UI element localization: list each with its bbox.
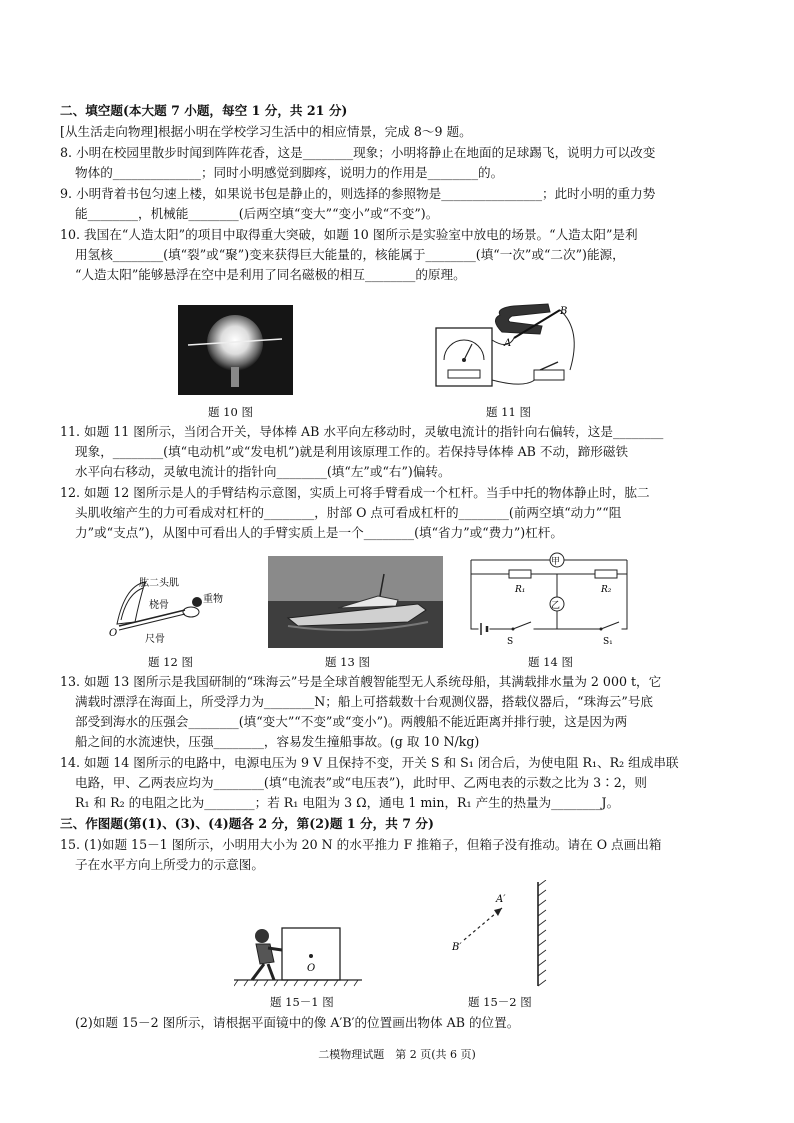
figure-11-label-a: A [504, 338, 512, 349]
q11-line2: 现象，________(填“电动机”或“发电机”)就是利用该原理工作的。若保持导体棒 AB 不动，蹄形磁铁 [75, 444, 629, 459]
figure-12-label-muscle: 肱二头肌 [139, 578, 179, 589]
figure-12-label-ulna: 尺骨 [145, 634, 165, 645]
q12-line3: 力”或“支点”)，从图中可看出人的手臂实质上是一个________(填“省力”或“费力”)杠杆。 [75, 525, 563, 540]
figure-14-meter-yi: 乙 [551, 601, 561, 611]
q13-line3: 部受到海水的压强会________(填“变大”“不变”或“变小”)。两艘船不能近距离并排行驶，这是因为两 [75, 714, 628, 729]
q10-line1: 10. 我国在“人造太阳”的项目中取得重大突破，如题 10 图所示是实验室中放电的场景。“人造太阳”是利 [60, 227, 638, 242]
q13-line4: 船之间的水流速快，压强________，容易发生撞船事故。(g 取 10 N/kg) [75, 734, 480, 749]
section2-intro: [从生活走向物理]根据小明在学校学习生活中的相应情景，完成 8～9 题。 [60, 124, 472, 139]
figure-15-2-caption: 题 15－2 图 [468, 995, 532, 1009]
figure-14-meter-jia: 甲 [551, 557, 561, 567]
q10-line3: “人造太阳”能够悬浮在空中是利用了同名磁极的相互________的原理。 [75, 267, 466, 282]
figure-15-1-diagram [234, 922, 364, 990]
figure-15-2-diagram [450, 880, 555, 990]
q9-line2: 能________，机械能________(后两空填“变大”“变小”或“不变”)。 [75, 206, 439, 221]
q14-line1: 14. 如题 14 图所示的电路中，电源电压为 9 V 且保持不变，开关 S 和 S₁ 闭合后，为使电阻 R₁、R₂ 组成串联 [60, 755, 679, 770]
q14-line3: R₁ 和 R₂ 的电阻之比为________；若 R₁ 电阻为 3 Ω，通电 1 min，R₁ 产生的热量为________J。 [75, 795, 620, 810]
figure-15-1-label-o: O [307, 963, 316, 974]
q13-line2: 满载时漂浮在海面上，所受浮力为________N；船上可搭载数十台观测仪器，搭载仪器后，“珠海云”号底 [75, 694, 654, 709]
figure-11-caption: 题 11 图 [486, 405, 531, 419]
figure-15-2-label-b: B′ [452, 942, 462, 953]
figure-14-r2: R₂ [601, 585, 612, 595]
q14-line2: 电路，甲、乙两表应均为________(填“电流表”或“电压表”)，此时甲、乙两电表的示数之比为 3∶2，则 [75, 775, 647, 790]
figure-14-switch-s: S [507, 637, 514, 647]
q8-line1: 8. 小明在校园里散步时闻到阵阵花香，这是________现象；小明将静止在地面的足球踢飞，说明力可以改变 [60, 145, 656, 160]
q12-line1: 12. 如题 12 图所示是人的手臂结构示意图，实质上可将手臂看成一个杠杆。当手中托的物体静止时，肱二 [60, 485, 650, 500]
figure-14-circuit [465, 552, 635, 647]
figure-10-caption: 题 10 图 [208, 405, 253, 419]
figure-12-diagram [105, 572, 245, 647]
figure-12-label-o: O [109, 628, 118, 639]
q12-line2: 头肌收缩产生的力可看成对杠杆的________，肘部 O 点可看成杠杆的________(前两空填“动力”“阻 [75, 505, 622, 520]
figure-13-caption: 题 13 图 [325, 655, 370, 669]
section2-heading: 二、填空题(本大题 7 小题，每空 1 分，共 21 分) [60, 103, 348, 118]
figure-12-label-bone: 桡骨 [149, 600, 169, 611]
q9-line1: 9. 小明背着书包匀速上楼，如果说书包是静止的，则选择的参照物是________________；此时小明的重力势 [60, 186, 656, 201]
figure-15-2-label-a: A′ [496, 894, 506, 905]
q11-line1: 11. 如题 11 图所示，当闭合开关，导体棒 AB 水平向左移动时，灵敏电流计的指针向右偏转，这是________ [60, 424, 664, 439]
q11-line3: 水平向右移动，灵敏电流计的指针向________(填“左”或“右”)偏转。 [75, 464, 451, 479]
q10-line2: 用氢核________(填“裂”或“聚”)变来获得巨大能量的，核能属于________(填“一次”或“二次”)能源， [75, 247, 625, 262]
figure-10-photo [178, 305, 293, 395]
figure-12-label-weight: 重物 [203, 594, 223, 605]
q13-line1: 13. 如题 13 图所示是我国研制的“珠海云”号是全球首艘智能型无人系统母船，其满载排水量为 2 000 t，它 [60, 674, 662, 689]
figure-15-1-caption: 题 15－1 图 [270, 995, 334, 1009]
figure-14-switch-s1: S₁ [603, 637, 613, 647]
figure-14-caption: 题 14 图 [528, 655, 573, 669]
figure-14-r1: R₁ [515, 585, 526, 595]
figure-11-label-b: B [560, 306, 568, 317]
q8-line2: 物体的______________；同时小明感觉到脚疼，说明力的作用是________的。 [75, 165, 504, 180]
q15-line1: 15. (1)如题 15－1 图所示，小明用大小为 20 N 的水平推力 F 推箱子，但箱子没有推动。请在 O 点画出箱 [60, 837, 662, 852]
figure-11-diagram [430, 290, 590, 395]
figure-12-caption: 题 12 图 [148, 655, 193, 669]
q15-line2: 子在水平方向上所受力的示意图。 [75, 857, 264, 872]
page-footer: 二模物理试题 第 2 页(共 6 页) [318, 1048, 476, 1061]
figure-13-photo [268, 556, 443, 648]
q15-part2: (2)如题 15－2 图所示，请根据平面镜中的像 A′B′的位置画出物体 AB 的位置。 [75, 1015, 520, 1030]
section3-heading: 三、作图题(第(1)、(3)、(4)题各 2 分，第(2)题 1 分，共 7 分) [60, 816, 434, 831]
